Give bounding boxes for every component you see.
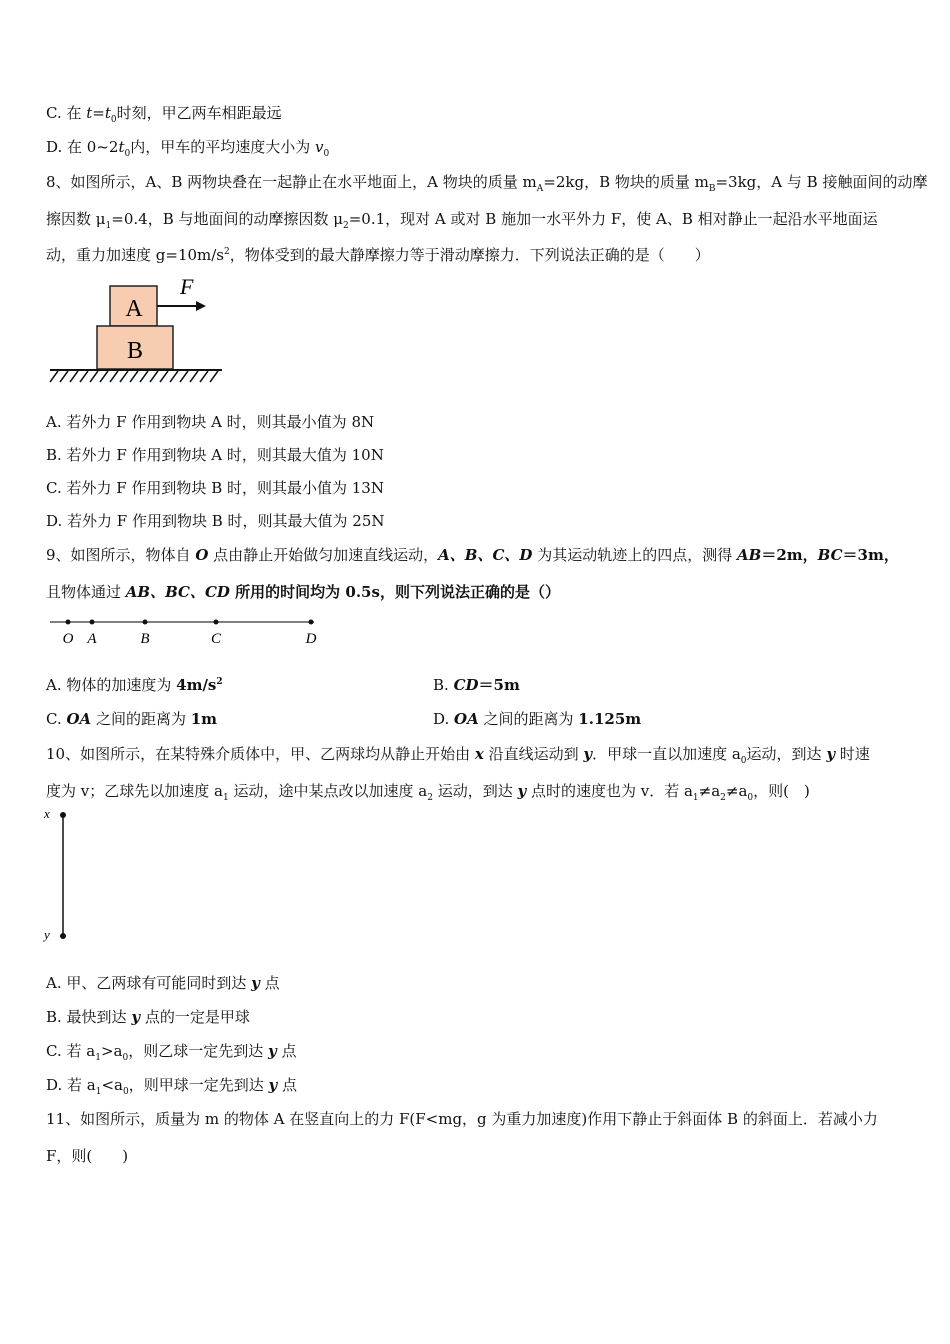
block-b-label: B [126,338,144,364]
q10-option-a: A. 甲、乙两球有可能同时到达 y 点 [46,974,280,992]
label-o: O [62,631,74,647]
q11-stem-line1: 11、如图所示，质量为 m 的物体 A 在竖直向上的力 F(F<mg，g 为重力加速度)作用下静止于斜面体 B 的斜面上．若减小力 [46,1110,878,1128]
q8-option-c: C. 若外力 F 作用到物块 B 时，则其最小值为 13N [46,479,384,497]
q8-option-b: B. 若外力 F 作用到物块 A 时，则其最大值为 10N [46,446,384,464]
q10-stem-line1: 10、如图所示，在某特殊介质体中，甲、乙两球均从静止开始由 x 沿直线运动到 y．甲球一直以加速度 $a_0$运动，到达 y 时速 [46,745,870,766]
q11-stem-line2: F，则( ) [46,1147,129,1165]
q9-option-b: B. CD＝5m [433,676,520,694]
label-b: B [140,631,150,647]
q8-option-a: A. 若外力 F 作用到物块 A 时，则其最小值为 8N [46,413,375,431]
label-x: x [44,806,50,821]
label-c: C [210,631,222,647]
force-arrowhead [196,301,206,311]
point-y [60,933,66,939]
point-o [66,620,71,625]
label-d: D [305,631,317,647]
q10-xy-figure [40,805,80,945]
force-label: F [180,274,194,299]
q8-stem-line1: 8、如图所示，A、B 两物块叠在一起静止在水平地面上，A 物块的质量 $m_A=2kg$，B 物块的质量 $m_B=3kg$，A 与 B 接触面间的动摩 [46,173,928,194]
ground-hatching [50,371,218,382]
q9-stem-line2: 且物体通过 AB、BC、CD 所用的时间均为 0.5s，则下列说法正确的是（） [46,583,560,601]
q8-stem-line3: 动，重力加速度 $g=10m/s^2$，物体受到的最大静摩擦力等于滑动摩擦力．下列说法正确的是（ ） [46,246,710,264]
label-a: A [87,631,97,647]
point-d [309,620,314,625]
point-x [60,812,66,818]
q9-option-a: A. 物体的加速度为 $4m/s^2$ [46,676,223,694]
point-a [90,620,95,625]
q8-stem-line2: 擦因数 $\mu_1=0.4$，B 与地面间的动摩擦因数 $\mu_2=0.1$，现对 A 或对 B 施加一水平外力 F，使 A、B 相对静止一起沿水平地面运 [46,210,878,231]
q8-blocks-figure [46,276,226,386]
q9-option-c: C. OA 之间的距离为 1m [46,710,218,728]
prev-option-d: D. 在 $0\sim 2t_0$内，甲车的平均速度大小为 $v_0$ [46,138,330,159]
prev-option-c: C. 在 $t=t_0$时刻，甲乙两车相距最远 [46,104,282,125]
q9-option-d: D. OA 之间的距离为 1.125m [433,710,642,728]
q10-option-c: C. 若 $a_1>a_0$，则乙球一定先到达 y 点 [46,1042,297,1063]
label-y: y [44,927,50,942]
q9-track-figure [46,612,326,652]
q10-option-d: D. 若 $a_1<a_0$，则甲球一定先到达 y 点 [46,1076,298,1097]
point-c [214,620,219,625]
q9-stem-line1: 9、如图所示，物体自 O 点由静止开始做匀加速直线运动，A、B、C、D 为其运动轨迹上的四点，测得 AB＝2m，BC＝3m， [46,546,899,564]
q8-option-d: D. 若外力 F 作用到物块 B 时，则其最大值为 25N [46,512,385,530]
q10-option-b: B. 最快到达 y 点的一定是甲球 [46,1008,250,1026]
point-b [143,620,148,625]
q10-stem-line2: 度为 v；乙球先以加速度 $a_1$ 运动，途中某点改以加速度 $a_2$ 运动，到达 y 点时的速度也为 v．若 $a_1\ne a_2\ne a_0$，则( ) [46,782,810,803]
block-a-label: A [125,296,143,322]
